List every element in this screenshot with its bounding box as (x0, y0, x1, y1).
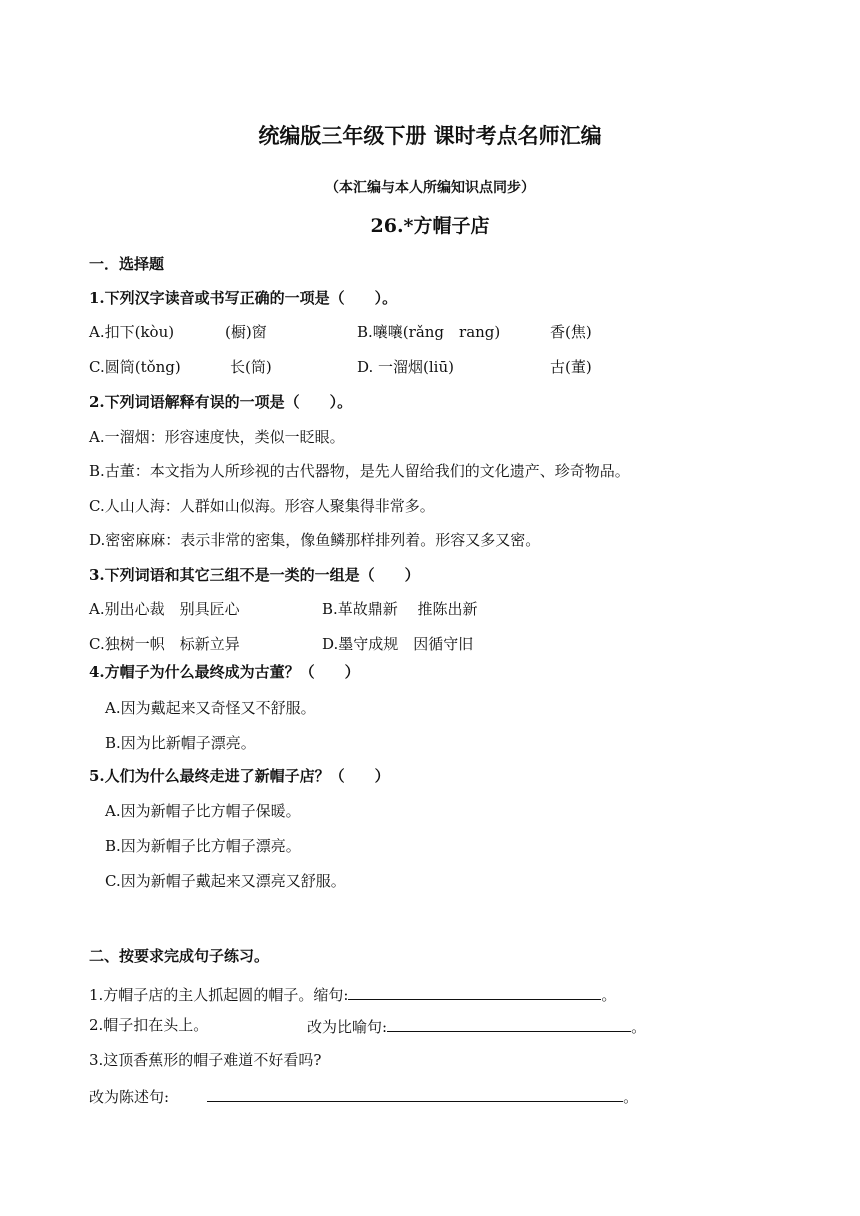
q1-option-c (89, 357, 272, 377)
q1-option-b-part2: 香(焦) (550, 323, 592, 341)
q2-option-a: A.一溜烟：形容速度快，类似一眨眼。 (89, 428, 345, 446)
q2-stem: 2.下列词语解释有误的一项是（ ）。 (89, 393, 353, 411)
q2-option-c: C.人山人海：人群如山似海。形容人聚集得非常多。 (89, 497, 435, 515)
sentence-2-instruction (307, 1015, 646, 1037)
q1-option-c-part2: 长(筒) (230, 358, 272, 376)
lesson-title: 26.*方帽子店 (370, 215, 490, 237)
answer-blank-2[interactable] (387, 1015, 631, 1032)
q4-stem: 4.方帽子为什么最终成为古董？（ ） (89, 663, 360, 681)
q1-option-d (357, 357, 592, 377)
document-subtitle: （本汇编与本人所编知识点同步） (325, 180, 535, 196)
q1-stem: 1.下列汉字读音或书写正确的一项是（ ）。 (89, 289, 398, 307)
answer-blank-1[interactable] (348, 983, 601, 1000)
sentence-2-label: 改为比喻句: (307, 1018, 388, 1036)
q2-option-d: D.密密麻麻：表示非常的密集，像鱼鳞那样排列着。形容又多又密。 (89, 531, 541, 549)
q5-stem: 5.人们为什么最终走进了新帽子店？（ ） (89, 767, 390, 785)
q1-option-c-part1: C.圆筒(tǒng) (89, 358, 181, 376)
q4-option-a: A.因为戴起来又奇怪又不舒服。 (105, 699, 316, 717)
sentence-3-label: 改为陈述句: (89, 1088, 170, 1106)
sentence-3-instruction (89, 1085, 638, 1107)
q1-option-d-part2: 古(董) (550, 358, 592, 376)
q1-option-d-part1: D. 一溜烟(liū) (357, 358, 454, 376)
q5-option-c: C.因为新帽子戴起来又漂亮又舒服。 (105, 872, 346, 890)
q4-option-b: B.因为比新帽子漂亮。 (105, 734, 256, 752)
q3-option-c: C.独树一帜 标新立异 (89, 635, 240, 653)
sentence-1 (89, 983, 616, 1005)
section2-heading: 二、按要求完成句子练习。 (89, 947, 270, 965)
q3-option-d: D.墨守成规 因循守旧 (322, 635, 474, 653)
answer-blank-3[interactable] (207, 1085, 623, 1102)
q1-option-b (357, 322, 592, 342)
q3-option-a: A.别出心裁 别具匠心 (89, 600, 240, 618)
sentence-2: 2.帽子扣在头上。 (89, 1016, 209, 1034)
q1-option-a-part1: A.扣下(kòu) (89, 323, 175, 341)
section1-heading: 一．选择题 (89, 255, 165, 273)
q3-option-b: B.革故鼎新 推陈出新 (322, 600, 478, 618)
sentence-3-end: 。 (623, 1088, 639, 1106)
document-title: 统编版三年级下册 课时考点名师汇编 (258, 123, 602, 148)
q2-option-b: B.古董：本文指为人所珍视的古代器物，是先人留给我们的文化遗产、珍奇物品。 (89, 462, 630, 480)
q1-option-a-part2: (橱)窗 (225, 323, 267, 341)
sentence-1-text: 1.方帽子店的主人抓起圆的帽子。缩句: (89, 986, 349, 1004)
sentence-1-end: 。 (601, 986, 617, 1004)
sentence-2-end: 。 (631, 1018, 647, 1036)
q1-option-a (89, 322, 267, 342)
sentence-3: 3.这顶香蕉形的帽子难道不好看吗? (89, 1051, 322, 1069)
q3-stem: 3.下列词语和其它三组不是一类的一组是（ ） (89, 566, 420, 584)
q1-option-b-part1: B.嚷嚷(rǎng rang) (357, 323, 501, 341)
q5-option-b: B.因为新帽子比方帽子漂亮。 (105, 837, 301, 855)
q5-option-a: A.因为新帽子比方帽子保暖。 (105, 802, 301, 820)
